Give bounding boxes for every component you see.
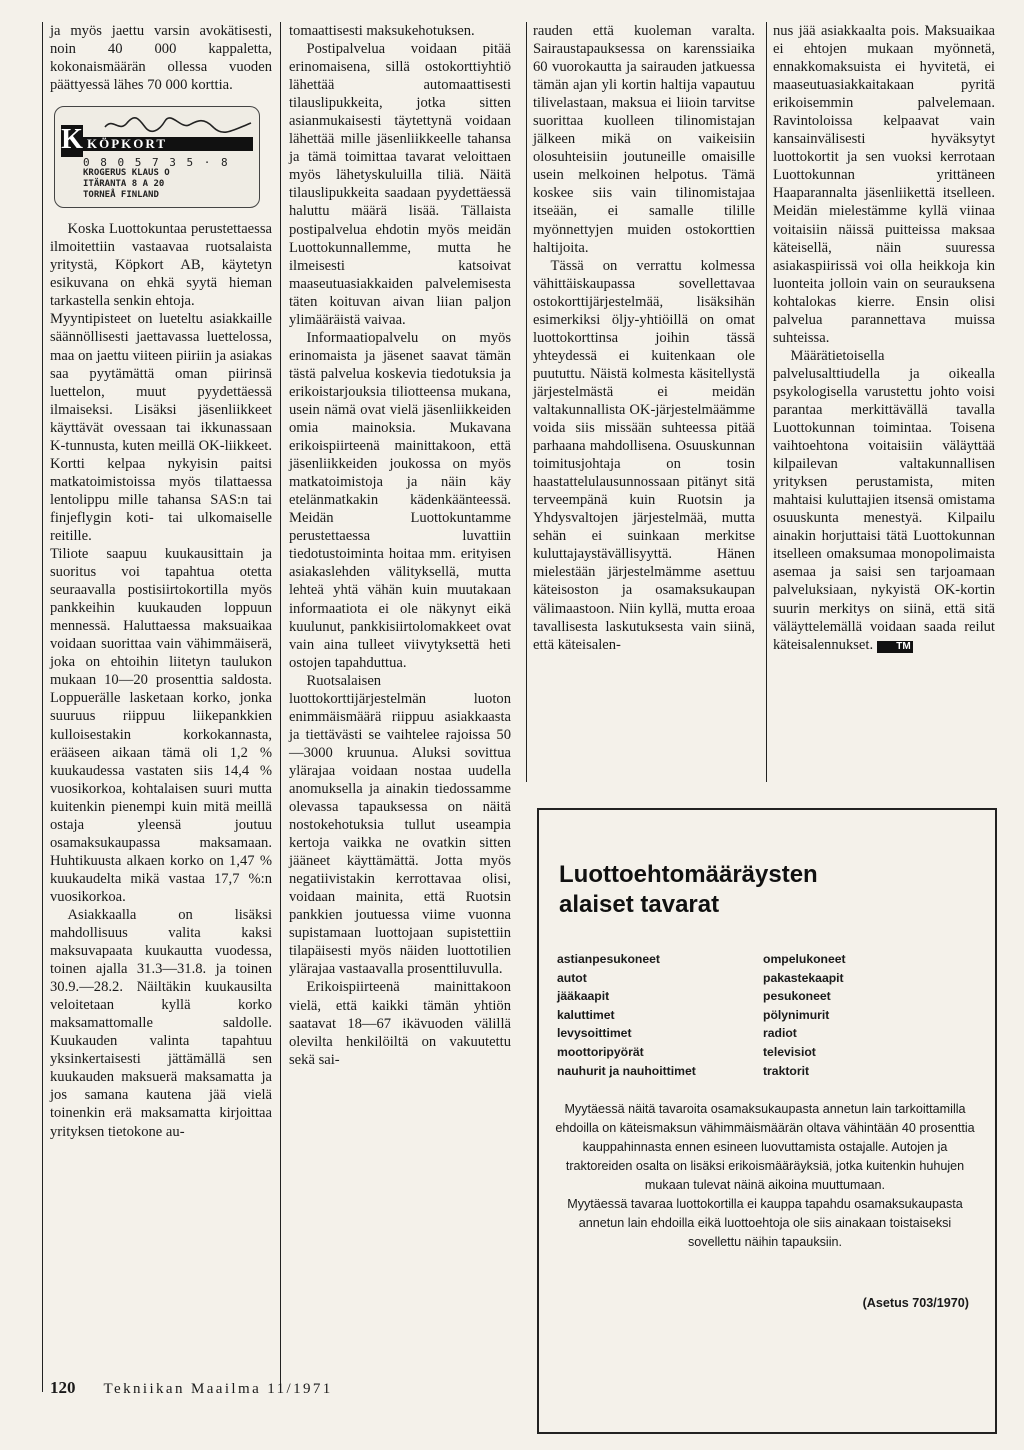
paragraph: Informaatiopalvelu on myös erinomaista ja jäsenet saavat tämän tästä palvelua koskevia tiedotuksia ja erikoistarjouksia tiliotteensa mukana, usein nämä ovat vielä jäsenliikkeiden omia mainoksia. Mukavana erikoispiirteenä mainittakoon, että jäsenliikkeiden joukossa on myös matkatoimistoja ja näin käy etelänmatkakin kädenkäänteessä. Meidän Luottokuntamme perustettaessa luvattiin tiedotustoiminta hoitaa mm. erityisen asiakaslehden välityksellä, mutta lehteä yhtä vähän kuin muutakaan informaatiota ei ole näkynyt eikä kuulunut, pankkisiirtolomakkeet ovat vain aina tulleet viivytyksettä heti ostojen tapahduttua. [289,329,511,671]
paragraph: Tässä on verrattu kolmessa vähittäiskaupassa sovellettavaa ostokorttijärjestelmää, lisäksihän esimerkiksi öljy-yhtiöillä on omat luottokorttinsa joihin tässä yhteydessä ei kuitenkaan ole puututtu. Näistä kolmesta käsitellystä järjestelmästä ei meidän valtakunnallista OK-järjestelmäämme voida siis missään suhteessa pitää parhaana mahdollisena. Osuuskunnan toimitusjohtaja on tosin haastattelulausunnossaan pitänyt sitä terveempänä kuin Ruotsin ja Yhdysvaltojen järjestelmää, mutta sehän ei suinkaan merkitse kuluttajaystävällisyyttä. Hänen mielestään järjestelmämme asettuu käteisoston ja osamaksukaupan välimaastoon. Niin kyllä, mutta eroaa tavallisesta laskutuksesta vain siinä, että käteisalen- [533,257,755,653]
paragraph: Myyntipisteet on lueteltu asiakkaille säännöllisesti jaettavassa luettelossa, maa on jaettu viiteen piiriin ja asiakas saa pyytämättä oman piirinsä luettelon, muut pyydettäessä ilmaiseksi. Lisäksi jäsenliikkeet käyttävät ovessaan tai ikkunassaan K-tunnusta, kuten meillä OK-liikkeet. Kortti kelpaa nykyisin paitsi matkatoimistoissa myös tilattaessa lentolippu mille tahansa SAS:n tai finjeflygin koti- tai ulkomaiselle reitille. [50,311,272,544]
paragraph [773,347,995,654]
column-rule [766,22,767,782]
article-column-1 [50,22,272,1141]
card-holder: KROGERUS KLAUS O [83,168,170,179]
kopkort-credit-card-image [54,106,260,208]
card-number: 0 8 0 5 7 3 5 · 8 [83,156,230,170]
signature-icon [103,113,253,135]
list-item: astianpesukoneet [557,952,660,966]
k-logo-icon: K [61,124,83,156]
paragraph: rauden että kuoleman varalta. Sairaustapauksessa on karenssiaika 60 vuorokautta ja sairauden jatkuessa tämän ajan yli kortin haltija vapautuu tilivelastaan, maksua ei liioin tarvitse suorittaa kuolleen tilinomistajan jälkeen mikä on vaikeisiin olosuhteisiin joutuneille omaisille usein melkoinen helpotus. Tämä koskee siis vain tilinomistajaa itseään, ei samalle tilille myönnettyjen muiden ostokorttien haltijoita. [533,23,755,256]
column-rule [42,22,43,1392]
card-brand: KÖPKORT [87,136,167,152]
box-title-line: Luottoehtomääräysten [559,861,818,888]
box-body [555,1100,975,1252]
list-item: televisiot [763,1044,816,1059]
list-item: levysoittimet [557,1026,632,1041]
article-column-2 [289,22,511,1069]
paragraph: Postipalvelua voidaan pitää erinomaisena, sillä ostokorttiyhtiö lähettää automaattisesti tilauslipukkeita, jotka sitten asianmukaisesti täytettynä voidaan lähettää mille jäsenliikkeelle tahansa ja tämä toimittaa tavarat veloittaen myös lähetyskuluilla tiliä. Näitä tilauslipukkeita saadaan pyydettäessä haluttu määrä lisää. Tällaista postipalvelua ehdotin myös meidän Luottokunnallemme, mutta he ilmeisesti katsoivat maaseutuasiakkaiden palvelemisesta täten koituvan aivan liian paljon ylimääräistä vaivaa. [289,41,511,328]
paragraph: Tiliote saapuu kuukausittain ja suoritus voi tapahtua otetta seuraavalla postisiirtokortilla myös pankkeihin kuukauden loppuun mennessä. Haluttaessa maksuaikaa voidaan suorittaa vain vähimmäiserä, joka on ehtoihin liitetyn taulukon mukaan 10—20 prosenttia saldosta. Loppuerälle lasketaan korko, jonka suuruus riippuu liikepankkien kulloisestakin korkokannasta, erääseen aikaan tämä oli 1,2 % kuukaudessa vastaten siis 14,4 % vuosikorkoa, kohtalaisen suuri mutta kuitenkin pienempi kuin mitä meillä ostaja yleensä joutuu osamaksukaupassa maksamaan. Huhtikuusta alkaen korko on 1,47 % kuukaudelta mikä vastaa 17,7 %:n vuosikorkoa. [50,546,272,905]
list-item: autot [557,970,587,985]
list-item: nauhurit ja nauhoittimet [557,1063,696,1078]
paragraph: nus jää asiakkaalta pois. Maksuaikaa ei ehtojen mukaan myönnetä, ennakkomaksuista ei hyvitetä, ei maaseutuasiakkaitakaan pyritä erikoisemmin palvelemaan. Ravintoloissa kelpaavat vain kansainvälisesti hyväksytyt luottokortit ja sen vuoksi kerrotaan Luottokunnan yrittäneen Haaparannalta jäsenliikettä itselleen. Meidän mielestämme kyllä viinaa voitaisiin näissä puitteissa maksaa käteisellä, näin suuressa asiakaspiirissä voi olla heikkoja kin luonteita jolloin vain on seurauksena kohtalokas kierre. Ensin olisi palvelua parannettava muissa suhteissa. [773,23,995,346]
list-item: pölynimurit [763,1007,830,1022]
page-number: 120 [50,1378,76,1397]
box-paragraph: Myytäessä näitä tavaroita osamaksukaupasta annetun lain tarkoittamilla ehdoilla on käteismaksun vähimmäismäärän oltava vähintään 40 prosenttia kauppahinnasta ennen esineen luovuttamista ostajalle. Autojen ja traktoreiden osalta on lisäksi erikoismääräyksiä, jotka kuitenkin huhujen mukaan tulevat näinä aikoina muuttumaan. [555,1102,975,1192]
page-footer [50,1378,333,1398]
publication-name: Tekniikan Maailma 11/1971 [103,1381,333,1397]
card-address: ITÄRANTA 8 A 20 [83,179,165,190]
column-rule [280,22,281,1392]
card-details [83,157,230,201]
paragraph-text: Määrätietoisella palvelusalttiudella ja oikealla psykologisella varustettu johto voisi parantaa merkittävällä tavalla Luottokunnan toimintaa. Toisena vaihtoehtona voitaisiin väläyttää kilpailevan valtakunnallisen yrityksen perustamista, miten mahtaisi kuluttajien itsensä omistama osuuskunta menestyä. Kilpailu ainakin horjuttaisi tätä Luottokunnan itselleen omaksumaa monopolimaista asemaa ja saisi sen tarjoamaan palveluksiaan, nykyistä OK-kortin suurin merkitys on siinä, että sitä väläyttelemällä voidaan saada reilut käteisalennukset. [773,347,995,653]
box-paragraph: Myytäessä tavaraa luottokortilla ei kauppa tapahdu osamaksukaupasta annetun lain ehdoilla eikä luottoehtoja ole siis ainakaan toistaiseksi sovellettu näihin tapauksiin. [567,1197,963,1249]
regulation-box [537,808,997,1434]
list-item: ompelukoneet [763,952,846,966]
list-item: traktorit [763,1063,810,1078]
list-item: jääkaapit [557,989,610,1004]
paragraph: Asiakkaalla on lisäksi mahdollisuus valita kaksi maksuvapaata kuukautta vuodessa, toinen ajalla 31.3—31.8. ja toinen 30.9.—28.2. Näiltäkin kuukausilta veloitetaan kyllä korko maksamattomalle saldolle. Kuukauden valinta tapahtuu yksinkertaisesti jättämällä sen kuukauden maksuerä maksamatta ja jos samana kautena jää vielä toinenkin erä maksamatta kirjoittaa yrityksen tietokone au- [50,906,272,1140]
card-city: TORNEÅ FINLAND [83,190,159,201]
paragraph: Ruotsalaisen luottokorttijärjestelmän luoton enimmäismäärä riippuu asiakkaasta ja tiettävästi se vaihtelee rajoissa 50—3000 kruunua. Aluksi sovittua ylärajaa voidaan nostaa uudella anomuksella ja ainakin tiedossamme olevassa tapauksessa on näitä nostokehotuksia tullut useampia kertoja vaikka ne ovatkin sitten jääneet käyttämättä. Jotta myös negatiivistakin kerrottavaa olisi, voidaan mainita, että Ruotsin pankkien joutuessa viime vuonna supistamaan luottojaan supistettiin tilapäisesti myös näiden luottotilien ylärajaa vastaavalla prosenttiluvulla. [289,672,511,978]
goods-list-left [557,950,696,1080]
article-column-4 [773,22,995,654]
box-title-line: alaiset tavarat [559,891,720,918]
list-item: pesukoneet [763,989,831,1004]
paragraph: ja myös jaettu varsin avokätisesti, noin 40 000 kappaletta, kokonaismäärän ollessa vuoden päättyessä lähes 70 000 korttia. [50,23,272,94]
list-item: radiot [763,1026,797,1041]
box-title [559,860,818,920]
goods-list-right [763,950,846,1080]
paragraph: Erikoispiirteenä mainittakoon vielä, että kaikki tämän yhtiön saatavat 18—67 ikävuoden välillä olevilta henkilöiltä on vakuutettu sekä sai- [289,979,511,1068]
end-mark-icon: TM [877,641,913,653]
paragraph: Koska Luottokuntaa perustettaessa ilmoitettiin vastaavaa ruotsalaista yritystä, Köpkort AB, käytetyn esikuvana on ehkä syytä hieman tarkastella senkin ehtoja. [50,221,272,310]
article-column-3 [533,22,755,654]
list-item: moottoripyörät [557,1044,644,1059]
column-rule [526,22,527,782]
paragraph: tomaattisesti maksukehotuksen. [289,23,475,39]
list-item: pakastekaapit [763,970,844,985]
box-reference: (Asetus 703/1970) [862,1296,969,1310]
list-item: kaluttimet [557,1007,615,1022]
